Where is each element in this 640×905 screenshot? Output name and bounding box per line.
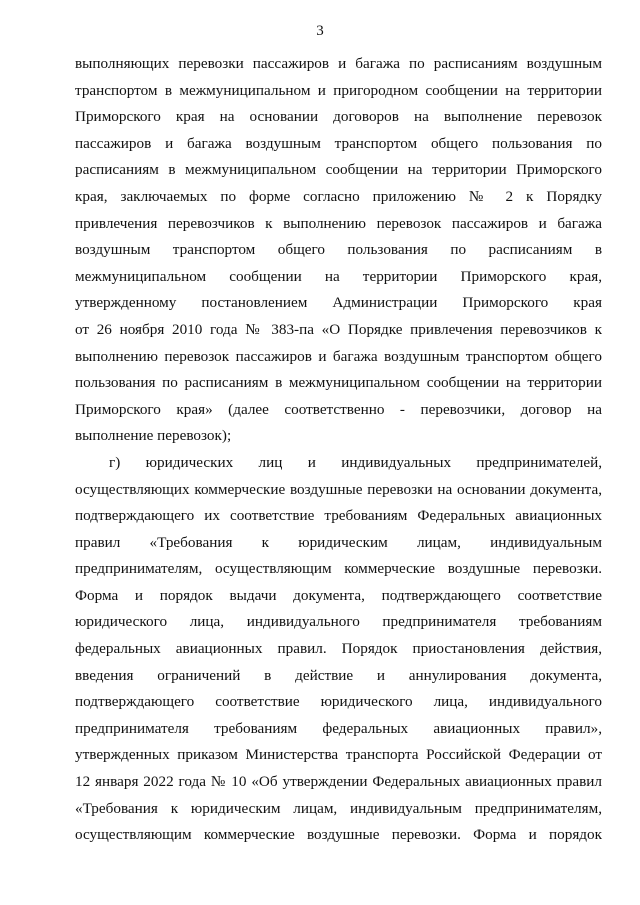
text-line: осуществляющим коммерческие воздушные перевозки. Форма и порядок: [75, 826, 602, 844]
text-line: утвержденных приказом Министерства транспорта Российской Федерации от: [75, 746, 602, 764]
text-line: пользования по расписаниям в межмуниципальном сообщении на территории: [75, 374, 602, 392]
text-line: Приморского края» (далее соответственно - перевозчики, договор на: [75, 400, 602, 418]
text-line: расписаниям в межмуниципальном сообщении на территории Приморского: [75, 161, 602, 179]
paragraph-start-line: г) юридических лиц и индивидуальных предпринимателей,: [109, 453, 602, 471]
text-line: выполняющих перевозки пассажиров и багажа по расписаниям воздушным: [75, 55, 602, 72]
text-line: 12 января 2022 года № 10 «Об утверждении Федеральных авиационных правил: [75, 773, 602, 791]
text-line: привлечения перевозчиков к выполнению перевозок пассажиров и багажа: [75, 214, 602, 232]
text-line: пассажиров и багажа воздушным транспортом общего пользования по: [75, 134, 602, 152]
document-body: [75, 51, 602, 849]
text-line: юридического лица, индивидуального предпринимателя требованиям: [75, 613, 602, 631]
text-line: выполнение перевозок);: [75, 427, 232, 445]
text-line: подтверждающего соответствие юридического лица, индивидуального: [75, 693, 602, 711]
text-line: Форма и порядок выдачи документа, подтверждающего соответствие: [75, 586, 602, 604]
text-line: Приморского края на основании договоров на выполнение перевозок: [75, 108, 602, 126]
text-line: от 26 ноября 2010 года № 383-па «О Порядке привлечения перевозчиков к: [75, 320, 602, 338]
page-number: 3: [316, 23, 324, 39]
text-line: межмуниципальном сообщении на территории Приморского края,: [75, 267, 602, 285]
text-line: края, заключаемых по форме согласно приложению № 2 к Порядку: [75, 187, 602, 205]
text-line: выполнению перевозок пассажиров и багажа воздушным транспортом общего: [75, 347, 602, 365]
text-line: правил «Требования к юридическим лицам, индивидуальным: [75, 533, 602, 551]
text-line: осуществляющих коммерческие воздушные перевозки на основании документа,: [75, 480, 602, 498]
text-line: воздушным транспортом общего пользования по расписаниям в: [75, 241, 602, 259]
text-line: федеральных авиационных правил. Порядок приостановления действия,: [75, 640, 602, 658]
text-line: подтверждающего их соответствие требованиям Федеральных авиационных: [75, 507, 602, 525]
text-line: введения ограничений в действие и аннулирования документа,: [75, 666, 602, 684]
text-line: утвержденному постановлением Администрации Приморского края: [75, 294, 602, 312]
text-line: «Требования к юридическим лицам, индивидуальным предпринимателям,: [75, 799, 602, 817]
text-line: предпринимателя требованиям федеральных авиационных правил»,: [75, 719, 602, 737]
text-line: транспортом в межмуниципальном и пригородном сообщении на территории: [75, 81, 602, 99]
text-line: предпринимателям, осуществляющим коммерческие воздушные перевозки.: [75, 560, 602, 578]
